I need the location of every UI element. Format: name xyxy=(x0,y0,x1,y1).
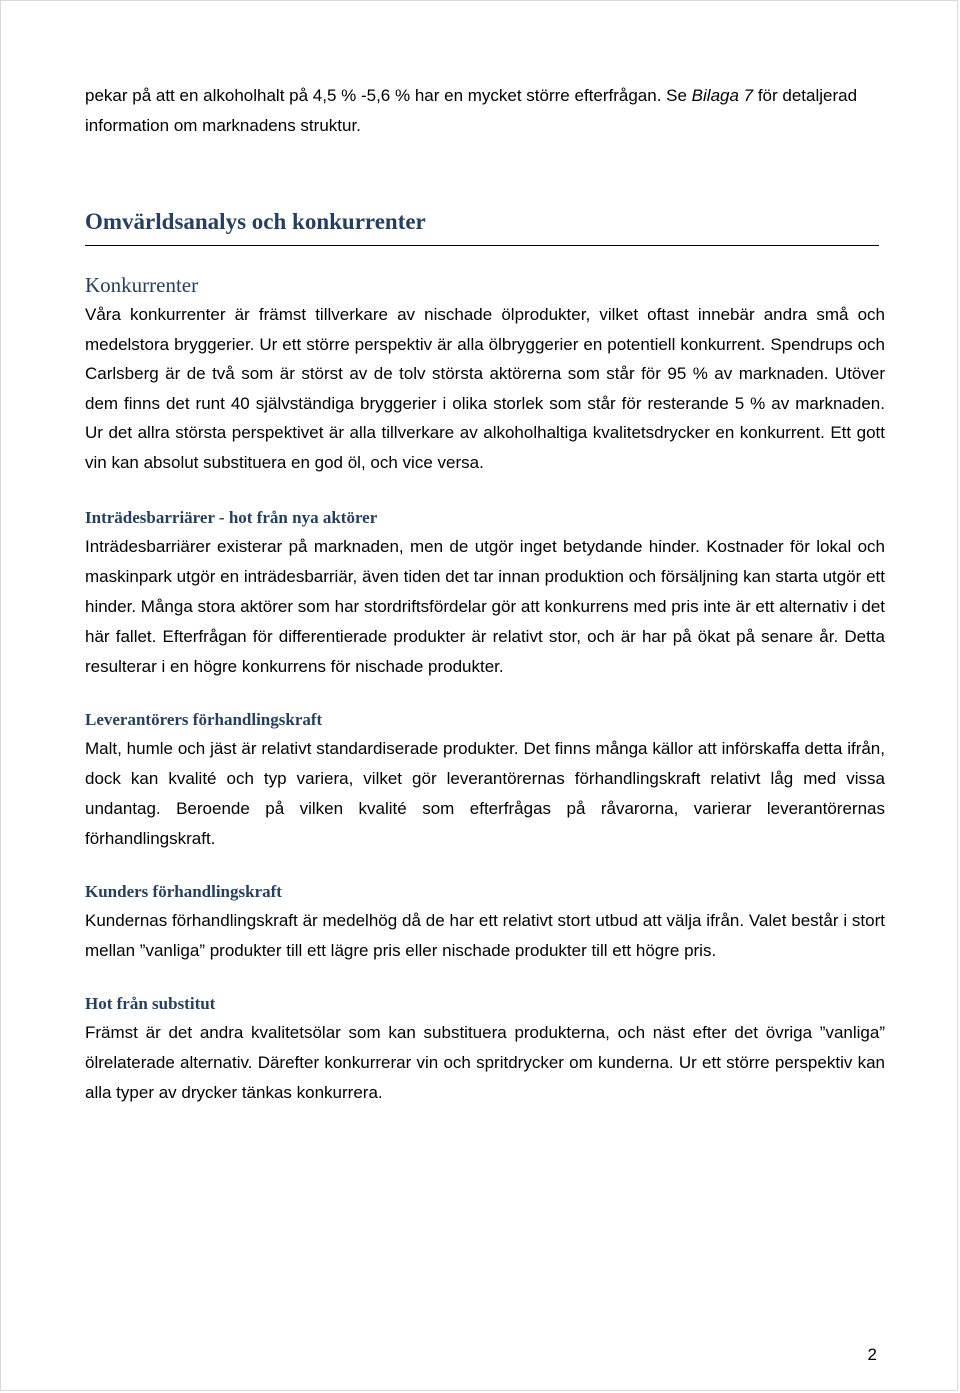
section-title: Leverantörers förhandlingskraft xyxy=(85,710,323,729)
section-title: Hot från substitut xyxy=(85,994,216,1013)
intro-text-start: pekar på att en alkoholhalt på 4,5 % -5,6 % har en mycket större efterfrågan. Se xyxy=(85,86,692,105)
section-intradesbarriarer xyxy=(85,504,885,682)
section-title: Kunders förhandlingskraft xyxy=(85,882,282,901)
intro-text-end: för detaljerad information om marknadens struktur. xyxy=(85,86,858,135)
section-substitut xyxy=(85,990,885,1108)
page-content xyxy=(85,81,885,1108)
section-paragraph: Malt, humle och jäst är relativt standardiserade produkter. Det finns många källor att införskaffa detta ifrån, dock kan kvalité och typ variera, vilket gör leverantörernas förhandlingskraft relativt låg med vissa undantag. Beroende på vilken kvalité som efterfrågas på råvarorna, varierar leverantörernas förhandlingskraft. xyxy=(85,739,885,848)
section-kunder xyxy=(85,878,885,966)
heading-main: Omvärldsanalys och konkurrenter xyxy=(85,205,879,246)
konkurrenter-paragraph: Våra konkurrenter är främst tillverkare av nischade ölprodukter, vilket oftast innebär andra små och medelstora bryggerier. Ur ett större perspektiv är alla ölbryggerier en potentiell konkurrent. Spendrups och Carlsberg är de två som är störst av de tolv största aktörerna som står för 95 % av marknaden. Utöver dem finns det runt 40 självständiga bryggerier i olika storlek som står för resterande 5 % av marknaden. Ur det allra största perspektivet är alla tillverkare av alkoholhaltiga kvalitetsdrycker en konkurrent. Ett gott vin kan absolut substituera en god öl, och vice versa. xyxy=(85,305,885,472)
section-paragraph: Kundernas förhandlingskraft är medelhög då de har ett relativt stort utbud att välja ifrån. Valet består i stort mellan ”vanliga” produkter till ett lägre pris eller nischade produkter till ett högre pris. xyxy=(85,911,885,960)
section-title: Inträdesbarriärer - hot från nya aktörer xyxy=(85,508,378,527)
section-leverantorer xyxy=(85,706,885,854)
section-paragraph: Främst är det andra kvalitetsölar som kan substituera produkterna, och näst efter det övriga ”vanliga” ölrelaterade alternativ. Därefter konkurrerar vin och spritdrycker om kunderna. Ur ett större perspektiv kan alla typer av drycker tänkas konkurrera. xyxy=(85,1023,885,1102)
section-paragraph: Inträdesbarriärer existerar på marknaden, men de utgör inget betydande hinder. Kostnader för lokal och maskinpark utgör en inträdesbarriär, även tiden det tar innan produktion och försäljning kan starta utgör ett hinder. Många stora aktörer som har stordriftsfördelar gör att konkurrens med pris inte är ett alternativ i det här fallet. Efterfrågan för differentierade produkter är relativt stor, och är har på ökat på senare år. Detta resulterar i en högre konkurrens för nischade produkter. xyxy=(85,537,885,676)
page-number: 2 xyxy=(867,1345,877,1364)
intro-paragraph xyxy=(85,81,885,141)
intro-emphasis: Bilaga 7 xyxy=(691,86,754,105)
heading-konkurrenter: Konkurrenter xyxy=(85,273,199,297)
